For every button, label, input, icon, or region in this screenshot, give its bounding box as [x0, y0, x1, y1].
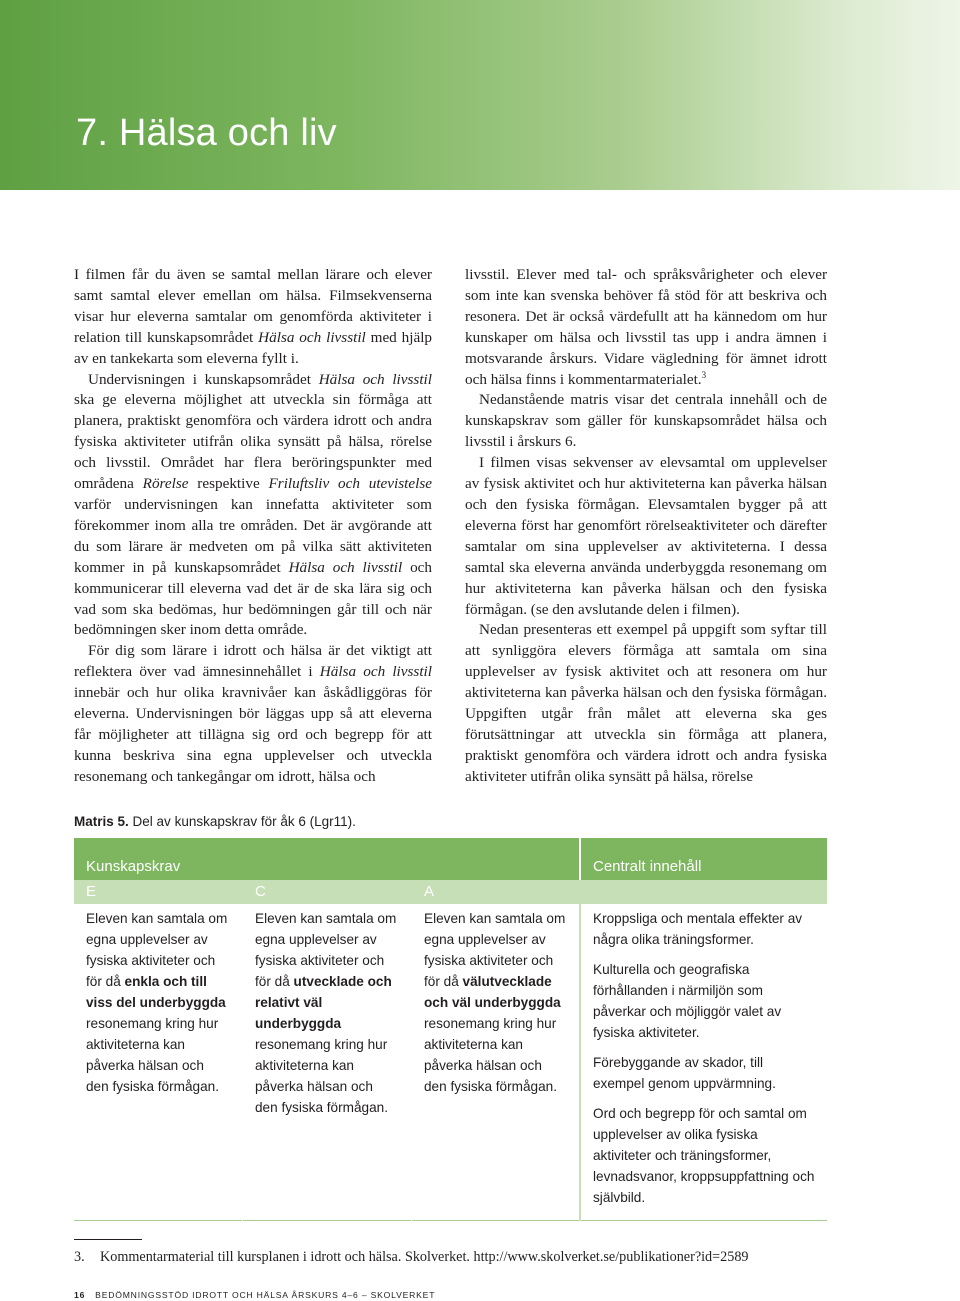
assessment-matrix	[74, 838, 827, 1221]
left-text-column	[74, 265, 432, 788]
matrix-cell-c-text: Eleven kan samtala om egna upplevelser av fysiska aktiviteter och för då utvecklade och relativt väl underbyggda resonemang kring hur aktiviteterna kan påverka hälsan och den fysiska förmågan.	[255, 911, 397, 1115]
central-item: Kulturella och geografiska förhållanden i närmiljön som påverkar och möjliggör valet av fysiska aktiviteter.	[593, 962, 782, 1040]
chapter-header-band	[0, 0, 960, 190]
central-item: Förebyggande av skador, till exempel genom uppvärmning.	[593, 1055, 776, 1091]
matrix-header-kunskapskrav	[74, 838, 579, 880]
chapter-title: 7. Hälsa och liv	[76, 112, 337, 154]
matrix-header-centralt-innehall	[581, 838, 827, 880]
matrix-cell-c	[243, 904, 411, 1221]
matrix-header-right-label: Centralt innehåll	[593, 858, 702, 875]
body-paragraph: I filmen visas sekvenser av elevsamtal om upplevelser av fysisk aktivitet och hur aktiviteterna kan påverka hälsan och den fysiska förmågan. Elevsamtalen bygger på att eleverna först har genomfört rörelseaktiviteter och därefter samtalar om sina upplevelser av aktiviteterna. I dessa samtal ska eleverna använda underbyggda resonemang om hur aktiviteterna kan påverka hälsan och den fysiska förmågan. (se den avslutande delen i filmen).	[465, 454, 827, 618]
footnote-text: Kommentarmaterial till kursplanen i idrott och hälsa. Skolverket. http://www.skolverket.se/publikationer?id=2589	[100, 1249, 749, 1265]
matrix-cell-a-text: Eleven kan samtala om egna upplevelser av fysiska aktiviteter och för då välutvecklade och väl underbyggda resonemang kring hur aktiviteterna kan påverka hälsan och den fysiska förmågan.	[424, 911, 566, 1094]
page-number: 16	[74, 1290, 86, 1300]
body-paragraph: Undervisningen i kunskapsområdet Hälsa och livsstil ska ge eleverna möjlighet att utveckla sin förmåga att planera, praktiskt genomföra och värdera idrott och andra fysiska aktiviteter utifrån olika synsätt på hälsa, rörelse och livsstil. Området har flera beröringspunkter med områdena Rörelse respektive Friluftsliv och utevistelse varför undervisningen kan innefatta aktiviteter som förekommer inom alla tre områden. Det är avgörande att du som lärare är medveten om på vilka sätt aktiviteten kommer in på kunskapsområdet Hälsa och livsstil och kommunicerar till eleverna vad det är de ska lära sig och vad som ska bedömas, hur bedömningen går till och när bedömningen sker inom detta område.	[74, 370, 433, 639]
page-footer	[74, 1290, 435, 1300]
matrix-cell-central	[581, 904, 827, 1221]
body-paragraph: livsstil. Elever med tal- och språksvårigheter och elever som inte kan svenska behöver få stöd för att beskriva och resonera. Det är också värdefullt att ha kännedom om hur kunskaper om hälsa och livsstil tas upp i andra ämnen i motsvarande årskurs. Vidare vägledning för ämnet idrott och hälsa finns i kommentarmaterialet.$^3$	[465, 266, 827, 388]
matrix-cell-a	[412, 904, 579, 1221]
central-item: Ord och begrepp för och samtal om upplevelser av olika fysiska aktiviteter och träningsformer, levnadsvanor, kroppsuppfattning och självbild.	[593, 1106, 815, 1205]
matrix-caption-label: Matris 5.	[74, 814, 129, 829]
matrix-grade-row	[74, 880, 579, 904]
matrix-grade-row-blank	[581, 880, 827, 904]
central-content-list	[581, 904, 827, 1208]
matrix-cell-e	[74, 904, 242, 1221]
matrix-caption-text: Del av kunskapskrav för åk 6 (Lgr11).	[132, 814, 356, 829]
body-paragraph: För dig som lärare i idrott och hälsa är det viktigt att reflektera över vad ämnesinnehållet i Hälsa och livsstil innebär och hur olika kravnivåer kan åskådliggöras för eleverna. Undervisningen bör läggas upp så att eleverna får möjligheter att tillägna sig ord och begrepp för att kunna beskriva sina egna upplevelser och utveckla resonemang och tankegångar om idrott, hälsa och	[74, 642, 432, 785]
body-paragraph: Nedanstående matris visar det centrala innehåll och de kunskapskrav som gäller för kunskapsområdet hälsa och livsstil i årskurs 6.	[465, 391, 827, 451]
footnote-number: 3.	[74, 1249, 85, 1265]
right-text-column	[465, 265, 827, 788]
matrix-header-left-label: Kunskapskrav	[86, 858, 181, 875]
body-paragraph: Nedan presenteras ett exempel på uppgift som syftar till att synliggöra elevers förmåga att samtala om sina upplevelser av fysisk aktivitet och att resonera om hur aktiviteterna kan påverka hälsan och den fysiska förmågan. Uppgiften utgår från målet att eleverna ska ges förutsättningar att utveckla sin förmåga att planera, praktiskt genomföra och värdera idrott och andra fysiska aktiviteter utifrån olika synsätt på hälsa, rörelse	[465, 621, 827, 785]
grade-a-label: A	[424, 883, 435, 900]
central-item: Kroppsliga och mentala effekter av några olika träningsformer.	[593, 911, 803, 947]
body-paragraph: I filmen får du även se samtal mellan lärare och elever samt samtal elever emellan om hälsa. Filmsekvenserna visar hur eleverna samtalar om genomförda aktiviteter i relation till kunskapsområdet Hälsa och livsstil med hjälp av en tankekarta som eleverna fyllt i.	[74, 266, 433, 367]
grade-e-label: E	[86, 883, 97, 900]
matrix-cell-e-text: Eleven kan samtala om egna upplevelser av fysiska aktiviteter och för då enkla och till viss del underbyggda resonemang kring hur aktiviteterna kan påverka hälsan och den fysiska förmågan.	[86, 911, 228, 1094]
running-footer-text: BEDÖMNINGSSTÖD IDROTT OCH HÄLSA ÅRSKURS 4–6 – SKOLVERKET	[95, 1290, 436, 1300]
footnote-divider	[74, 1239, 142, 1240]
grade-c-label: C	[255, 883, 266, 900]
matrix-caption	[74, 814, 356, 829]
footnote	[74, 1249, 749, 1266]
